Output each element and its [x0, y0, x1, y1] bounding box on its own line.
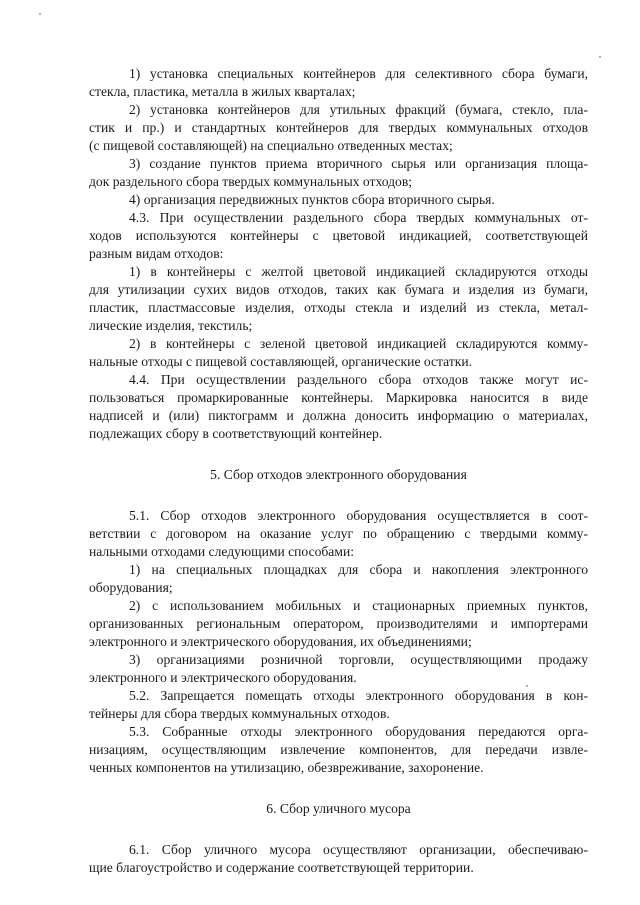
text-line: 1) установка специальных контейнеров для селективного сбора бумаги,: [129, 66, 588, 81]
text-line: для утилизации сухих видов отходов, таких как бумага и изделия из бумаги,: [89, 282, 588, 297]
text-line: тейнеры для сбора твердых коммунальных отходов.: [89, 706, 390, 721]
text-line: стик и пр.) и стандартных контейнеров для твердых коммунальных отходов: [89, 120, 588, 135]
text-line: ветствии с договором на оказание услуг по обращению с твердыми комму-: [89, 526, 588, 541]
text-line: организованных региональным оператором, производителями и импортерами: [89, 616, 588, 631]
text-line: 2) в контейнеры с зеленой цветовой индикацией складируются комму-: [129, 336, 588, 351]
text-line: 5.2. Запрещается помещать отходы электронного оборудования в кон-: [129, 688, 588, 703]
text-line: нальными отходами следующими способами:: [89, 544, 354, 559]
text-line: электронного и электрического оборудования.: [89, 670, 357, 685]
text-line: ченных компонентов на утилизацию, обезвреживание, захоронение.: [89, 760, 484, 775]
text-line: ходов используются контейнеры с цветовой индикацией, соответствующей: [89, 228, 588, 243]
text-line: 1) в контейнеры с желтой цветовой индикацией складируются отходы: [129, 264, 588, 279]
text-line: подлежащих сбору в соответствующий контейнер.: [89, 426, 383, 441]
text-line: щие благоустройство и содержание соответствующей территории.: [89, 860, 474, 875]
text-line: 5.3. Собранные отходы электронного оборудования передаются орга-: [129, 724, 588, 739]
text-line: оборудования;: [89, 580, 173, 595]
text-line: надписей и (или) пиктограмм и должна доносить информацию о материалах,: [89, 408, 588, 423]
scan-speck: [599, 56, 601, 58]
section-heading: 5. Сбор отходов электронного оборудования: [210, 467, 467, 482]
text-line: 5.1. Сбор отходов электронного оборудования осуществляется в соот-: [129, 508, 588, 523]
text-line: 4.3. При осуществлении раздельного сбора твердых коммунальных от-: [129, 210, 588, 225]
text-line: 4) организация передвижных пунктов сбора вторичного сырья.: [129, 192, 495, 207]
text-line: лические изделия, текстиль;: [89, 318, 253, 333]
text-line: пластик, пластмассовые изделия, отходы стекла и изделий из стекла, метал-: [89, 300, 588, 315]
text-line: док раздельного сбора твердых коммунальных отходов;: [89, 174, 413, 189]
text-line: стекла, пластика, металла в жилых кварталах;: [89, 84, 356, 99]
text-line: 2) с использованием мобильных и стационарных приемных пунктов,: [129, 598, 588, 613]
text-line: 2) установка контейнеров для утильных фракций (бумага, стекло, пла-: [129, 102, 588, 117]
text-line: 6.1. Сбор уличного мусора осуществляют организации, обеспечиваю-: [129, 842, 588, 857]
text-line: 3) создание пунктов приема вторичного сырья или организация площа-: [129, 156, 588, 171]
text-line: электронного и электрического оборудования, их объединениями;: [89, 634, 472, 649]
scan-speck: [39, 13, 41, 15]
section-heading: 6. Сбор уличного мусора: [266, 801, 411, 816]
text-line: 4.4. При осуществлении раздельного сбора отходов также могут ис-: [129, 372, 588, 387]
text-line: низациям, осуществляющим извлечение компонентов, для передачи извле-: [89, 742, 588, 757]
text-line: разным видам отходов:: [89, 246, 224, 261]
text-line: 3) организациями розничной торговли, осуществляющими продажу: [129, 652, 588, 667]
text-line: пользоваться промаркированные контейнеры. Маркировка наносится в виде: [89, 390, 588, 405]
text-line: (с пищевой составляющей) на специально отведенных местах;: [89, 138, 453, 153]
text-line: 1) на специальных площадках для сбора и накопления электронного: [129, 562, 588, 577]
text-line: нальные отходы с пищевой составляющей, органические остатки.: [89, 354, 473, 369]
